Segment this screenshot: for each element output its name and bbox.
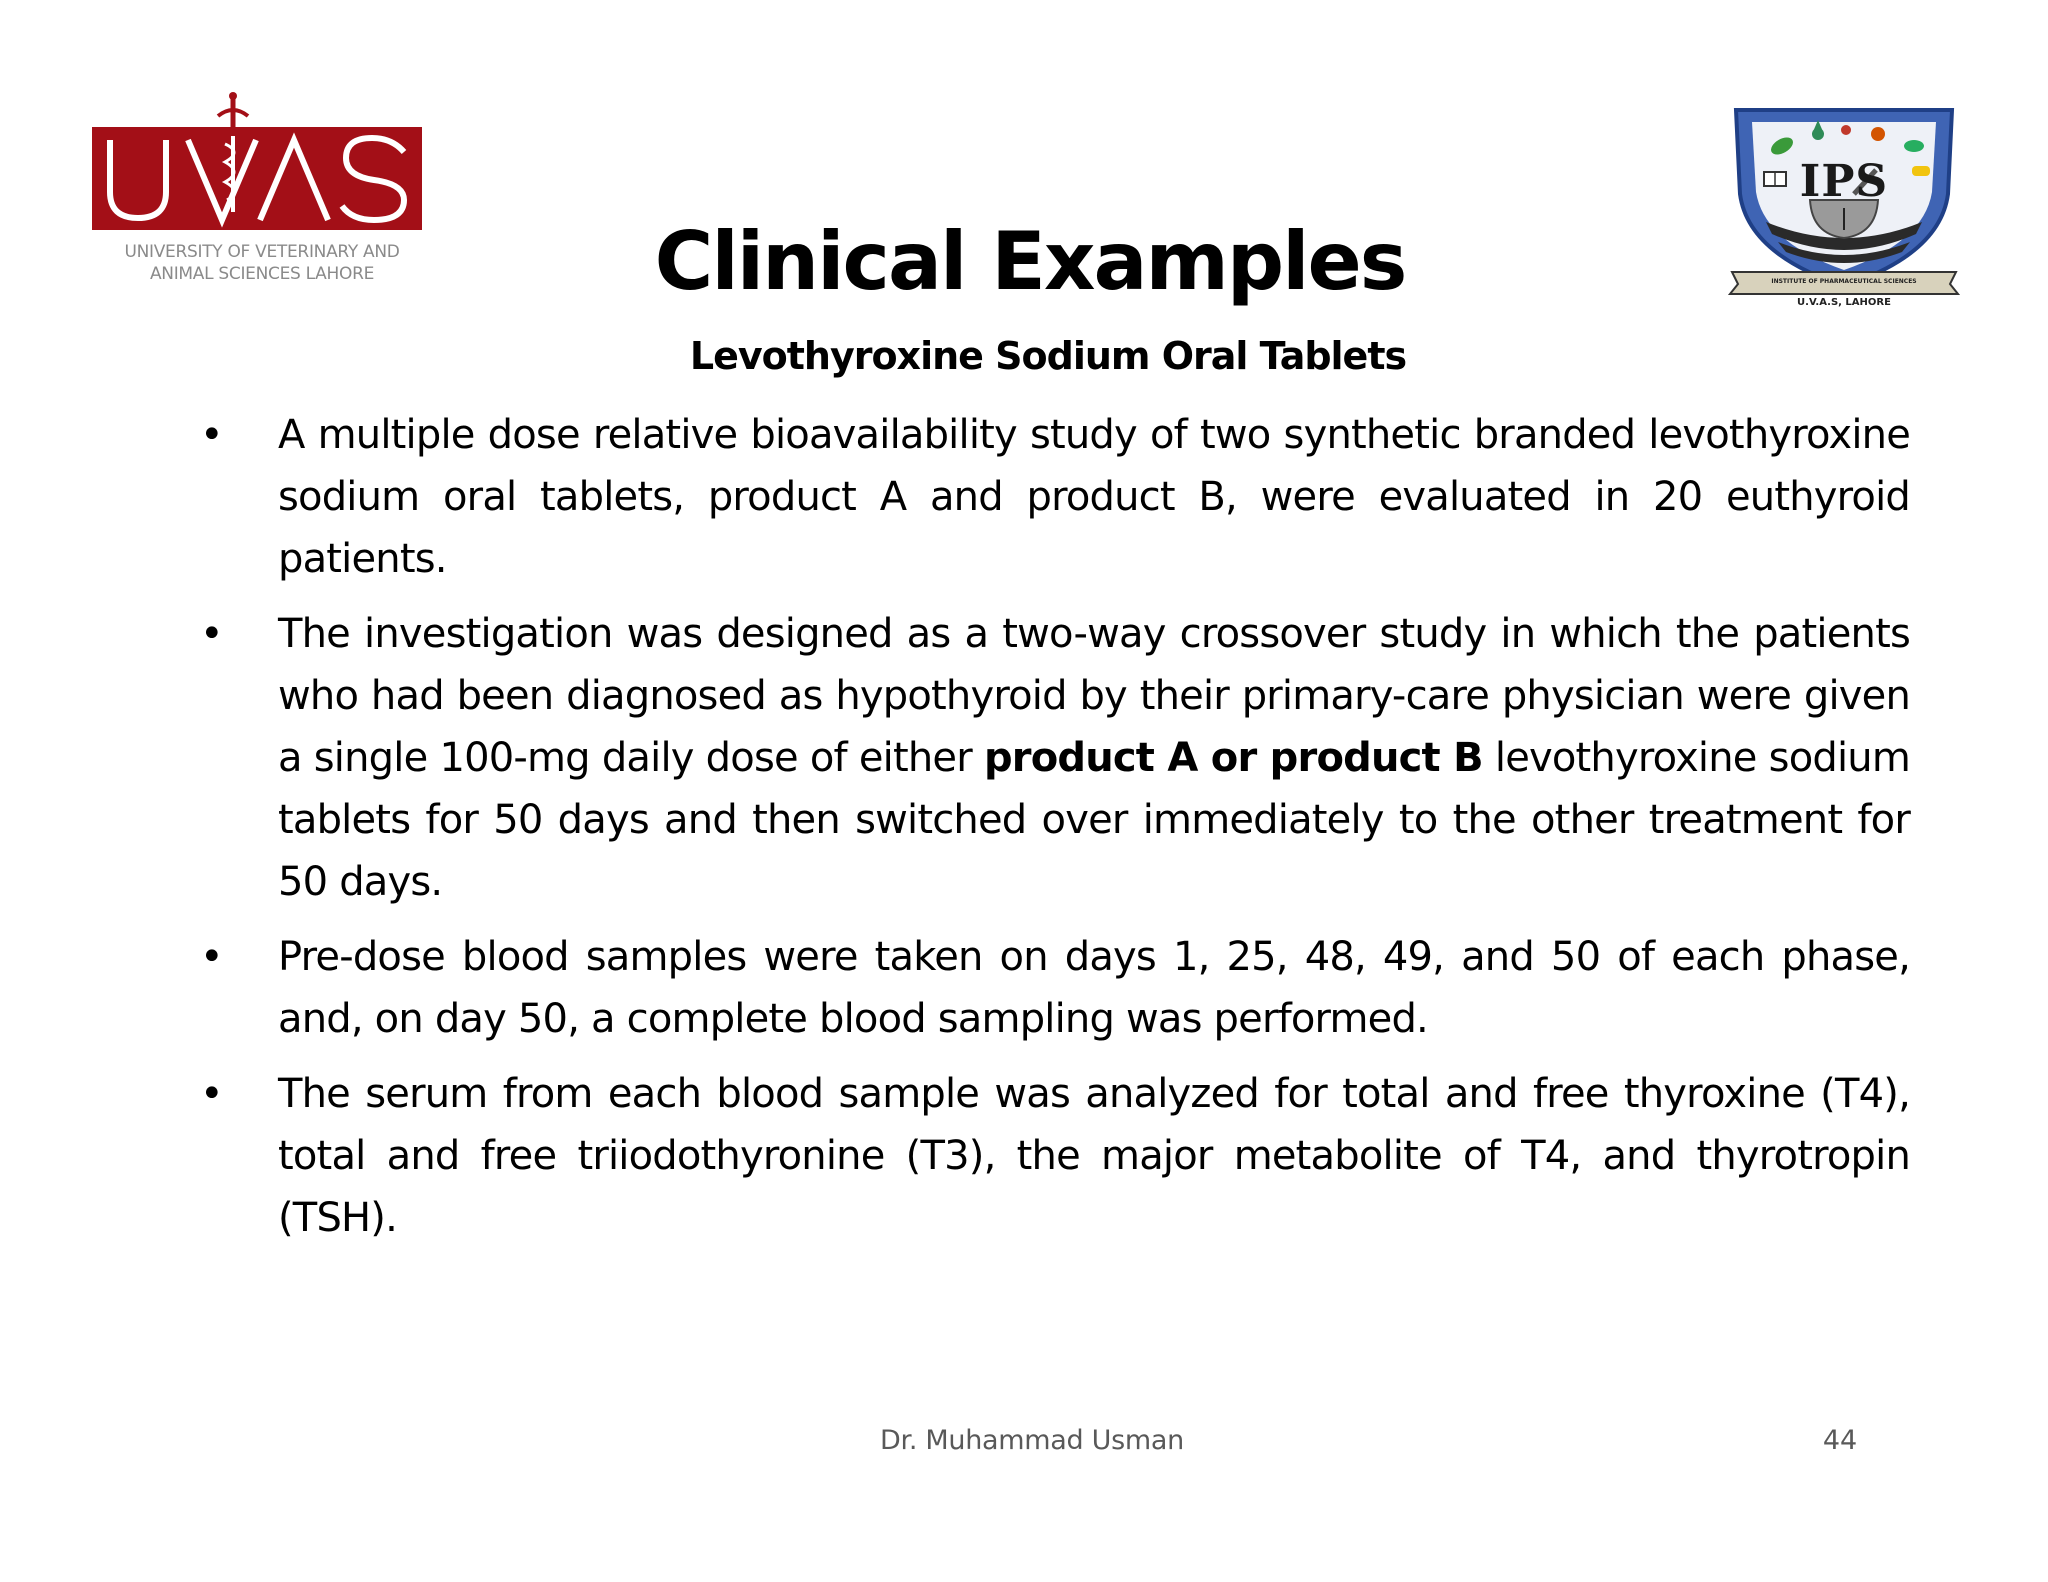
bullet-text-part: Pre-dose blood samples were taken on days 1, 25, 48, 49, and 50 of each phase, and, on day 50, a complete blood sampling was performed. xyxy=(278,934,1910,1042)
bullet-text-part: levothyroxine sodium tablets for 50 days and then switched over immediately to the other treatment for 50 days. xyxy=(278,735,1910,905)
bullet-list xyxy=(200,404,1910,1262)
bullet-dot-icon: • xyxy=(200,934,224,980)
bullet-text xyxy=(278,603,1910,913)
page-number: 44 xyxy=(1822,1425,1858,1456)
bullet-item xyxy=(200,1063,1910,1249)
bullet-dot-icon: • xyxy=(200,1071,224,1117)
bullet-item xyxy=(200,926,1910,1050)
bullet-text-bold: product A or product B xyxy=(983,735,1483,781)
bullet-text-part: A multiple dose relative bioavailability study of two synthetic branded levothyroxine sodium oral tablets, product A and product B, were evaluated in 20 euthyroid patients. xyxy=(278,412,1910,582)
bullet-text-part: The investigation was designed as a two-way crossover study in which the patients who had been diagnosed as hypothyroid by their primary-care physician were given a single 100-mg daily dose of either xyxy=(278,611,1910,781)
bullet-text xyxy=(278,1063,1910,1249)
ips-location: U.V.A.S, LAHORE xyxy=(1797,297,1891,308)
ips-name: IPS xyxy=(1799,156,1889,207)
bullet-item xyxy=(200,603,1910,913)
ips-ribbon-text: INSTITUTE OF PHARMACEUTICAL SCIENCES xyxy=(1771,278,1917,285)
bullet-dot-icon: • xyxy=(200,611,224,657)
slide-title: Clinical Examples xyxy=(654,215,1406,308)
slide-subtitle: Levothyroxine Sodium Oral Tablets xyxy=(689,334,1407,378)
uvas-caption-line1: UNIVERSITY OF VETERINARY AND xyxy=(124,242,400,262)
bullet-text-part: The serum from each blood sample was analyzed for total and free thyroxine (T4), total and free triiodothyronine (T3), the major metabolite of T4, and thyrotropin (TSH). xyxy=(278,1071,1910,1241)
bullet-dot-icon: • xyxy=(200,412,224,458)
bullet-text xyxy=(278,926,1910,1050)
bullet-item xyxy=(200,404,1910,590)
bullet-text xyxy=(278,404,1910,590)
uvas-caption-line2: ANIMAL SCIENCES LAHORE xyxy=(149,264,375,284)
footer-author: Dr. Muhammad Usman xyxy=(880,1425,1184,1456)
